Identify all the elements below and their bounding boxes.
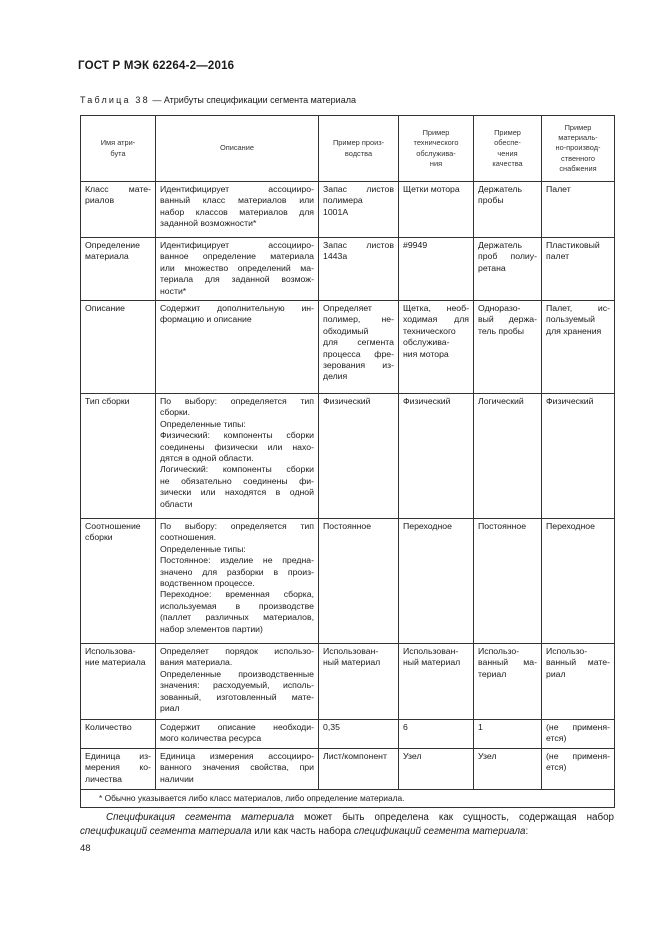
cell-line: Физический — [323, 396, 371, 407]
cell-line: Палет, ис- — [546, 303, 610, 314]
page-number: 48 — [80, 843, 91, 854]
table-cell — [319, 748, 399, 789]
cell-line: заданной возможности* — [160, 218, 257, 229]
cell-line: 1001А — [323, 206, 349, 217]
table-cell — [542, 394, 615, 519]
table-cell — [474, 720, 542, 749]
cell-line: ванное определение материала — [160, 251, 314, 262]
cell-line: Физический — [403, 396, 451, 407]
cell-line: Постоянное — [478, 521, 527, 532]
table-footnote: * Обычно указывается либо класс материалов, либо определение материала. — [81, 789, 615, 807]
table-cell — [156, 720, 319, 749]
cell-line: Использова- — [85, 646, 136, 657]
cell-line: Соотношение — [85, 521, 141, 532]
cell-line: Запас листов — [323, 240, 394, 250]
cell-line: соотношения. — [160, 532, 217, 543]
table-cell — [399, 644, 474, 720]
header-line: Пример произ- — [332, 138, 385, 148]
table-cell — [474, 519, 542, 644]
table-cell — [399, 238, 474, 301]
cell-line: Содержит описание необходи- — [160, 722, 314, 733]
table-cell — [542, 182, 615, 238]
cell-line: Единица из- — [85, 750, 151, 761]
table-cell — [81, 748, 156, 789]
cell-line: #9949 — [403, 240, 428, 250]
cell-line: Узел — [478, 750, 497, 761]
header-line: технического — [413, 138, 459, 148]
cell-line: 1443а — [323, 251, 348, 262]
cell-line: По выбору: определяется тип — [160, 396, 314, 407]
table-caption-text: — Атрибуты спецификации сегмента материала — [149, 95, 356, 105]
cell-line: или множество определений ма- — [160, 262, 314, 273]
cell-line: 6 — [403, 722, 408, 733]
cell-line: Единица измерения ассоцииро- — [160, 750, 314, 761]
table-cell — [542, 748, 615, 789]
table-row — [81, 720, 615, 749]
table-cell — [156, 301, 319, 394]
table-cell — [399, 394, 474, 519]
paragraph-text-1: может быть определена как сущность, содержащая набор — [294, 812, 614, 823]
cell-line: 1 — [478, 722, 483, 733]
cell-line: (не применя- — [546, 722, 610, 733]
table-row — [81, 238, 615, 301]
table-row — [81, 301, 615, 394]
cell-line: соединены физически или нахо- — [160, 441, 314, 452]
table-cell — [542, 720, 615, 749]
cell-line: наличии — [160, 773, 194, 784]
cell-line: вания материала. — [160, 657, 233, 668]
term-segment-specs-1: спецификаций сегмента материала — [80, 825, 252, 837]
table-cell — [474, 748, 542, 789]
cell-line: Определенные производственные — [160, 668, 314, 679]
table-cell — [81, 182, 156, 238]
cell-line: По выбору: определяется тип — [160, 521, 314, 532]
table-row — [81, 644, 615, 720]
table-cell — [319, 519, 399, 644]
cell-line: Определенные типы: — [160, 418, 246, 429]
cell-line: Физический: компоненты сборки — [160, 430, 314, 441]
table-cell — [542, 238, 615, 301]
header-line: водства — [344, 148, 373, 158]
table-cell — [474, 238, 542, 301]
term-segment-spec: Спецификация сегмента материала — [106, 812, 295, 823]
cell-line: Использо- — [546, 646, 588, 657]
cell-line: Переходное — [546, 521, 595, 532]
cell-line: ванного значения свойства, при — [160, 762, 314, 773]
header-line: качества — [492, 158, 523, 168]
cell-line: Лист/компонент — [323, 750, 387, 761]
cell-line: набор элементов партии) — [160, 623, 263, 634]
table-cell — [81, 238, 156, 301]
header-line: Пример — [494, 128, 521, 138]
cell-line: вый держа- — [478, 314, 537, 325]
table-cell — [156, 644, 319, 720]
cell-line: делия — [323, 371, 348, 382]
table-cell — [156, 394, 319, 519]
table-cell — [474, 644, 542, 720]
header-line: обеспе- — [494, 138, 521, 148]
table-cell — [399, 519, 474, 644]
table-cell — [81, 519, 156, 644]
cell-line: Определяет — [323, 303, 372, 314]
cell-line: Описание — [85, 303, 125, 314]
cell-line: Переходное: временная сборка, — [160, 589, 314, 600]
cell-line: Логический — [478, 396, 524, 407]
cell-line: Использо- — [478, 646, 520, 657]
table-cell — [156, 748, 319, 789]
cell-line: для хранения — [546, 325, 602, 336]
cell-line: Постоянное: изделие не предна- — [160, 555, 314, 566]
cell-line: Использован- — [323, 646, 379, 657]
table-footnote-row — [81, 789, 615, 807]
cell-line: зованный, изготовленный мате- — [160, 691, 314, 702]
cell-line: сборки — [85, 532, 113, 543]
cell-line: мерения ко- — [85, 762, 151, 773]
cell-line: пользуемый — [546, 314, 595, 325]
cell-line: Щетки мотора — [403, 184, 460, 194]
header-line: Пример — [564, 122, 592, 132]
cell-line: технического — [403, 325, 456, 336]
cell-line: тель пробы — [478, 325, 525, 336]
cell-line: ходимая для — [403, 314, 469, 325]
cell-line: водственном процессе. — [160, 578, 255, 589]
cell-line: мого количества ресурса — [160, 733, 262, 744]
header-line: чения — [497, 148, 518, 158]
column-header-1 — [156, 116, 319, 182]
header-line: ния — [429, 158, 443, 168]
cell-line: материала — [85, 251, 129, 262]
header-line: материаль- — [558, 133, 598, 143]
cell-line: ности* — [160, 285, 187, 296]
cell-line: Количество — [85, 722, 132, 733]
table-cell — [399, 720, 474, 749]
cell-line: Держатель — [478, 240, 523, 250]
cell-line: Идентифицирует ассоцииро- — [160, 240, 314, 250]
table-body — [81, 182, 615, 808]
header-line: бута — [110, 148, 126, 158]
cell-line: обходимый — [323, 325, 369, 336]
cell-line: ется) — [546, 733, 567, 744]
cell-line: ванный мате- — [546, 657, 610, 668]
cell-line: набор классов материалов для — [160, 206, 314, 217]
cell-line: Физический — [546, 396, 594, 407]
cell-line: не обязательно соединены фи- — [160, 475, 314, 486]
table-cell — [81, 301, 156, 394]
header-line: Пример — [422, 128, 450, 138]
cell-line: ретана — [478, 262, 506, 273]
cell-line: 0,35 — [323, 722, 340, 733]
cell-line: личества — [85, 773, 122, 784]
cell-line: значения: расходуемый, исполь- — [160, 680, 314, 691]
cell-line: Запас листов — [323, 184, 394, 194]
cell-line: ванный ма- — [478, 657, 537, 668]
cell-line: сборки. — [160, 407, 191, 418]
cell-line: териала для заданной возмож- — [160, 274, 314, 285]
table-cell — [474, 182, 542, 238]
cell-line: (не применя- — [546, 750, 610, 761]
table-cell — [542, 519, 615, 644]
header-line: обслужива- — [416, 148, 456, 158]
cell-line: Определение — [85, 240, 140, 250]
cell-line: Идентифицирует ассоцииро- — [160, 184, 314, 194]
material-segment-spec-table — [80, 115, 615, 808]
cell-line: риал — [160, 703, 180, 714]
table-cell — [319, 394, 399, 519]
cell-line: Класс мате- — [85, 184, 151, 194]
cell-line: Логический: компоненты сборки — [160, 464, 314, 475]
table-cell — [319, 182, 399, 238]
header-line: но-производ- — [555, 143, 601, 153]
cell-line: риалов — [85, 195, 115, 206]
cell-line: Тип сборки — [85, 396, 130, 407]
table-header-row — [81, 116, 615, 182]
cell-line: Использован- — [403, 646, 459, 657]
column-header-2 — [319, 116, 399, 182]
table-cell — [542, 644, 615, 720]
cell-line: Одноразо- — [478, 303, 521, 314]
cell-line: полимера — [323, 195, 363, 206]
table-cell — [399, 182, 474, 238]
table-cell — [81, 644, 156, 720]
cell-line: ния мотора — [403, 348, 449, 359]
cell-line: ный материал — [323, 657, 381, 668]
column-header-3 — [399, 116, 474, 182]
cell-line: ванный класс материалов или — [160, 195, 314, 206]
cell-line: риал — [546, 668, 566, 679]
table-cell — [399, 748, 474, 789]
cell-line: проб полиу- — [478, 251, 537, 262]
paragraph-text-2: или как часть набора — [251, 825, 354, 837]
cell-line: Переходное — [403, 521, 452, 532]
cell-line: Определяет порядок использо- — [160, 646, 314, 657]
table-cell — [319, 644, 399, 720]
table-cell — [319, 301, 399, 394]
header-line: ственного — [561, 153, 595, 163]
table-row — [81, 748, 615, 789]
cell-line: Узел — [403, 750, 422, 761]
table-row — [81, 182, 615, 238]
cell-line: значено для разборки в произ- — [160, 566, 314, 577]
table-cell — [156, 519, 319, 644]
cell-line: ется) — [546, 762, 567, 773]
table-cell — [81, 394, 156, 519]
paragraph-text-3: : — [525, 825, 529, 837]
column-header-5 — [542, 116, 615, 182]
table-cell — [156, 238, 319, 301]
cell-line: Держатель — [478, 184, 523, 194]
table-cell — [542, 301, 615, 394]
cell-line: териал — [478, 668, 507, 679]
table-cell — [81, 720, 156, 749]
table-cell — [474, 301, 542, 394]
cell-line: Пластиковый — [546, 240, 600, 250]
cell-line: ный материал — [403, 657, 461, 668]
cell-line: Постоянное — [323, 521, 372, 532]
cell-line: (паллет различных материалов, — [160, 612, 314, 623]
document-code: ГОСТ Р МЭК 62264-2—2016 — [78, 60, 235, 72]
cell-line: Определенные типы: — [160, 543, 246, 554]
table-cell — [474, 394, 542, 519]
table-cell — [399, 301, 474, 394]
cell-line: ние материала — [85, 657, 146, 668]
cell-line: палет — [546, 251, 570, 262]
cell-line: Содержит дополнительную ин- — [160, 303, 314, 314]
header-line: снабжения — [559, 163, 597, 173]
cell-line: Щетка, необ- — [403, 303, 469, 314]
cell-line: области — [160, 498, 193, 509]
cell-line: Палет — [546, 184, 571, 194]
header-line: Имя атри- — [100, 138, 136, 148]
table-row — [81, 519, 615, 644]
cell-line: обслужива- — [403, 337, 450, 348]
table-caption — [80, 95, 356, 105]
cell-line: зически или находятся в одной — [160, 487, 314, 498]
body-paragraph — [80, 811, 614, 838]
table-cell — [156, 182, 319, 238]
column-header-0 — [81, 116, 156, 182]
table-row — [81, 394, 615, 519]
column-header-4 — [474, 116, 542, 182]
table-cell — [319, 238, 399, 301]
cell-line: пробы — [478, 195, 504, 206]
cell-line: формацию и описание — [160, 314, 252, 325]
cell-line: дятся в одной области. — [160, 453, 254, 464]
cell-line: зерования из- — [323, 360, 394, 371]
cell-line: процесса фре- — [323, 348, 394, 359]
cell-line: используемая в производстве — [160, 600, 314, 611]
table-cell — [319, 720, 399, 749]
cell-line: полимер, не- — [323, 314, 394, 325]
table-caption-prefix: Таблица 38 — [80, 95, 150, 105]
header-line: Описание — [219, 143, 254, 153]
term-segment-specs-2: спецификаций сегмента материала — [353, 825, 526, 837]
cell-line: для сегмента — [323, 337, 394, 348]
